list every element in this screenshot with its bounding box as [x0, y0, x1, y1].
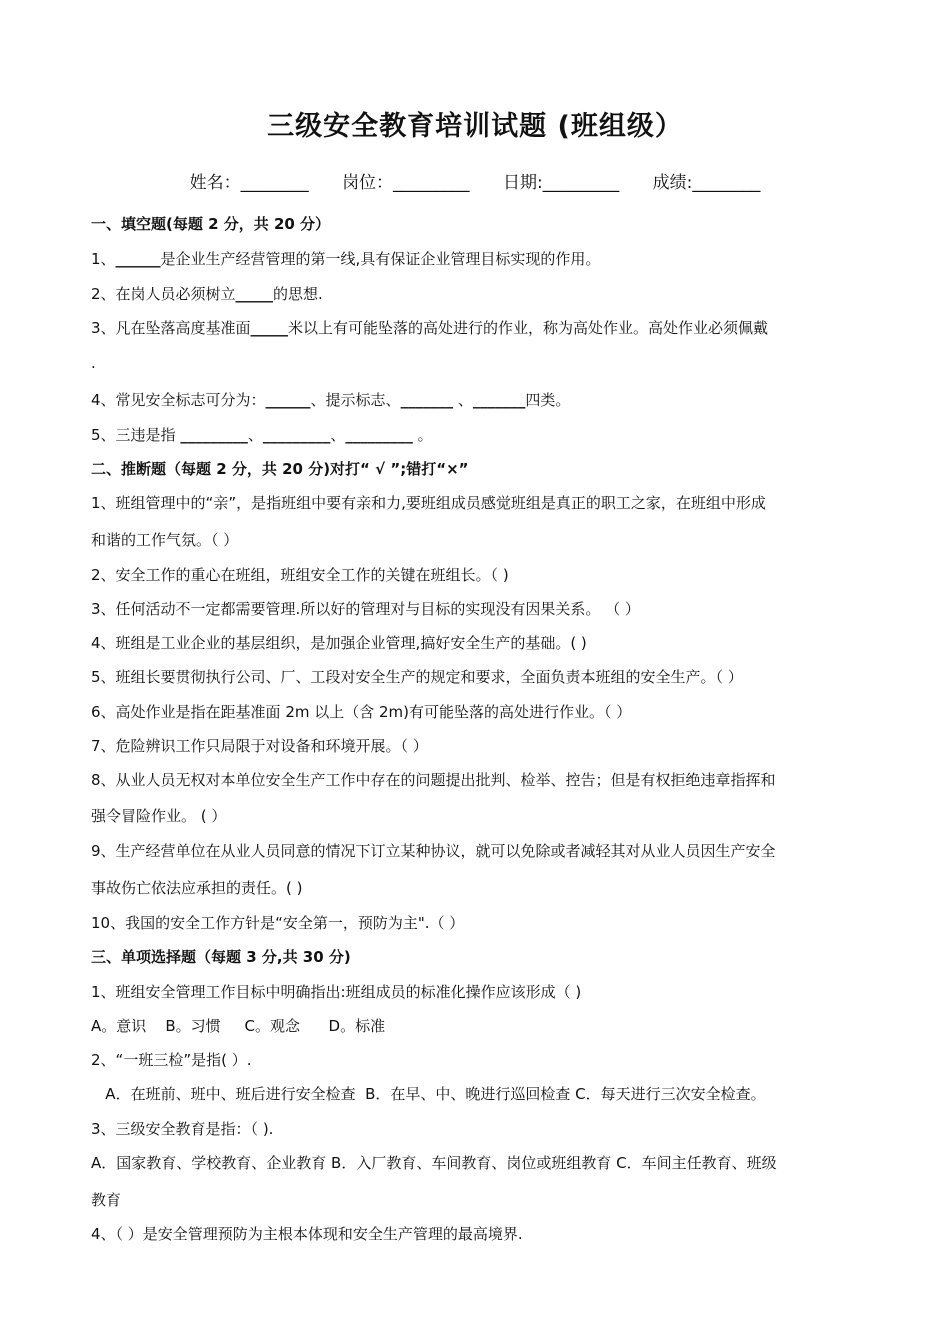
s1-q2-blank: _____ [235, 285, 274, 303]
s2-question-4: 4、班组是工业企业的基层组织，是加强企业管理,搞好安全生产的基础。( ) [91, 634, 587, 652]
date-field: 日期:_________ [502, 173, 620, 193]
s1-q5-text: 5、三违是指 [91, 426, 181, 444]
name-field: 姓名：________ [189, 173, 309, 193]
s2-question-3: 3、任何活动不一定都需要管理.所以好的管理对与目标的实现没有因果关系。 （ ） [91, 600, 640, 618]
student-info-row [0, 168, 950, 193]
s1-q2-tail: 的思想. [273, 285, 323, 303]
s2-question-9: 9、生产经营单位在从业人员同意的情况下订立某种协议，就可以免除或者减轻其对从业人员因生产安全 [91, 842, 776, 860]
s1-q3-tail: 米以上有可能坠落的高处进行的作业，称为高处作业。高处作业必须佩戴 [288, 319, 769, 337]
s3-question-1: 1、班组安全管理工作目标中明确指出:班组成员的标准化操作应该形成（ ) [91, 983, 582, 1001]
s1-q4-mid1: 、提示标志、 [310, 391, 401, 409]
s3-question-3-options-cont: 教育 [91, 1191, 122, 1209]
s3-question-2: 2、“一班三检”是指( ）. [91, 1051, 252, 1069]
s3-question-3-options: A．国家教育、学校教育、企业教育 B．入厂教育、车间教育、岗位或班组教育 C．车间主任教育、班级 [91, 1154, 777, 1172]
s2-question-5: 5、班组长要贯彻执行公司、厂、工段对安全生产的规定和要求，全面负责本班组的安全生产。（ ） [91, 668, 743, 686]
s1-question-3 [91, 317, 871, 338]
s1-q5-sep1: 、 [247, 426, 263, 444]
s1-q3-blank: _____ [250, 319, 289, 337]
s1-q5-tail: 。 [412, 426, 433, 444]
s2-question-1-cont: 和谐的工作气氛。（ ） [91, 531, 239, 549]
s3-question-3: 3、三级安全教育是指：（ ). [91, 1120, 274, 1138]
s1-q5-blank2: _________ [262, 426, 331, 444]
s3-question-4: 4、（ ）是安全管理预防为主根本体现和安全生产管理的最高境界. [91, 1225, 523, 1243]
s1-q1-text: 是企业生产经营管理的第一线,具有保证企业管理目标实现的作用。 [160, 250, 601, 268]
section3-heading: 三、单项选择题（每题 3 分,共 30 分) [91, 948, 351, 966]
s1-q4-blank3: _______ [472, 391, 526, 409]
s1-q1-num: 1、 [91, 250, 116, 268]
s1-q4-blank1: ______ [265, 391, 311, 409]
s1-q4-mid2: 、 [453, 391, 473, 409]
s1-question-1 [91, 248, 871, 269]
s3-question-1-options: A。意识 B。习惯 C。观念 D。标准 [91, 1017, 386, 1035]
s1-q1-blank: ______ [115, 250, 161, 268]
s1-q5-blank3: _________ [345, 426, 413, 444]
s1-question-3-cont: . [91, 354, 96, 372]
s2-question-7: 7、危险辨识工作只局限于对设备和环境开展。（ ） [91, 737, 428, 755]
s1-q3-text: 3、凡在坠落高度基准面 [91, 319, 251, 337]
s1-question-4 [91, 389, 871, 410]
section1-heading: 一、填空题(每题 2 分，共 20 分） [91, 215, 331, 233]
s2-question-8-cont: 强令冒险作业。 ( ） [91, 807, 227, 825]
s1-q5-blank1: _________ [180, 426, 248, 444]
s2-question-9-cont: 事故伤亡依法应承担的责任。( ) [91, 879, 303, 897]
page-title: 三级安全教育培训试题 (班组级） [267, 111, 683, 142]
s2-question-6: 6、高处作业是指在距基准面 2m 以上（含 2m)有可能坠落的高处进行作业。（ ） [91, 703, 632, 721]
score-field: 成绩:________ [652, 173, 761, 193]
s1-q4-tail: 四类。 [525, 391, 571, 409]
s2-question-1: 1、班组管理中的“亲”，是指班组中要有亲和力,要班组成员感觉班组是真正的职工之家，在班组中形成 [91, 494, 766, 512]
s3-question-2-options: A．在班前、班中、班后进行安全检查 B．在早、中、晚进行巡回检查 C．每天进行三次安全检查。 [91, 1085, 766, 1103]
section2-heading: 二、推断题（每题 2 分，共 20 分)对打“ √ ”;错打“×” [91, 460, 469, 478]
s2-question-2: 2、安全工作的重心在班组，班组安全工作的关键在班组长。（ ) [91, 566, 509, 584]
s1-q4-text: 4、常见安全标志可分为： [91, 391, 266, 409]
s1-question-2 [91, 283, 871, 304]
post-field: 岗位：_________ [342, 173, 470, 193]
s1-q4-blank2: _______ [400, 391, 454, 409]
s1-q5-sep2: 、 [330, 426, 346, 444]
s1-q2-text: 2、在岗人员必须树立 [91, 285, 236, 303]
s2-question-10: 10、我国的安全工作方针是“安全第一，预防为主".（ ） [91, 914, 465, 932]
s1-question-5 [91, 424, 871, 445]
s2-question-8: 8、从业人员无权对本单位安全生产工作中存在的问题提出批判、检举、控告；但是有权拒绝违章指挥和 [91, 771, 776, 789]
